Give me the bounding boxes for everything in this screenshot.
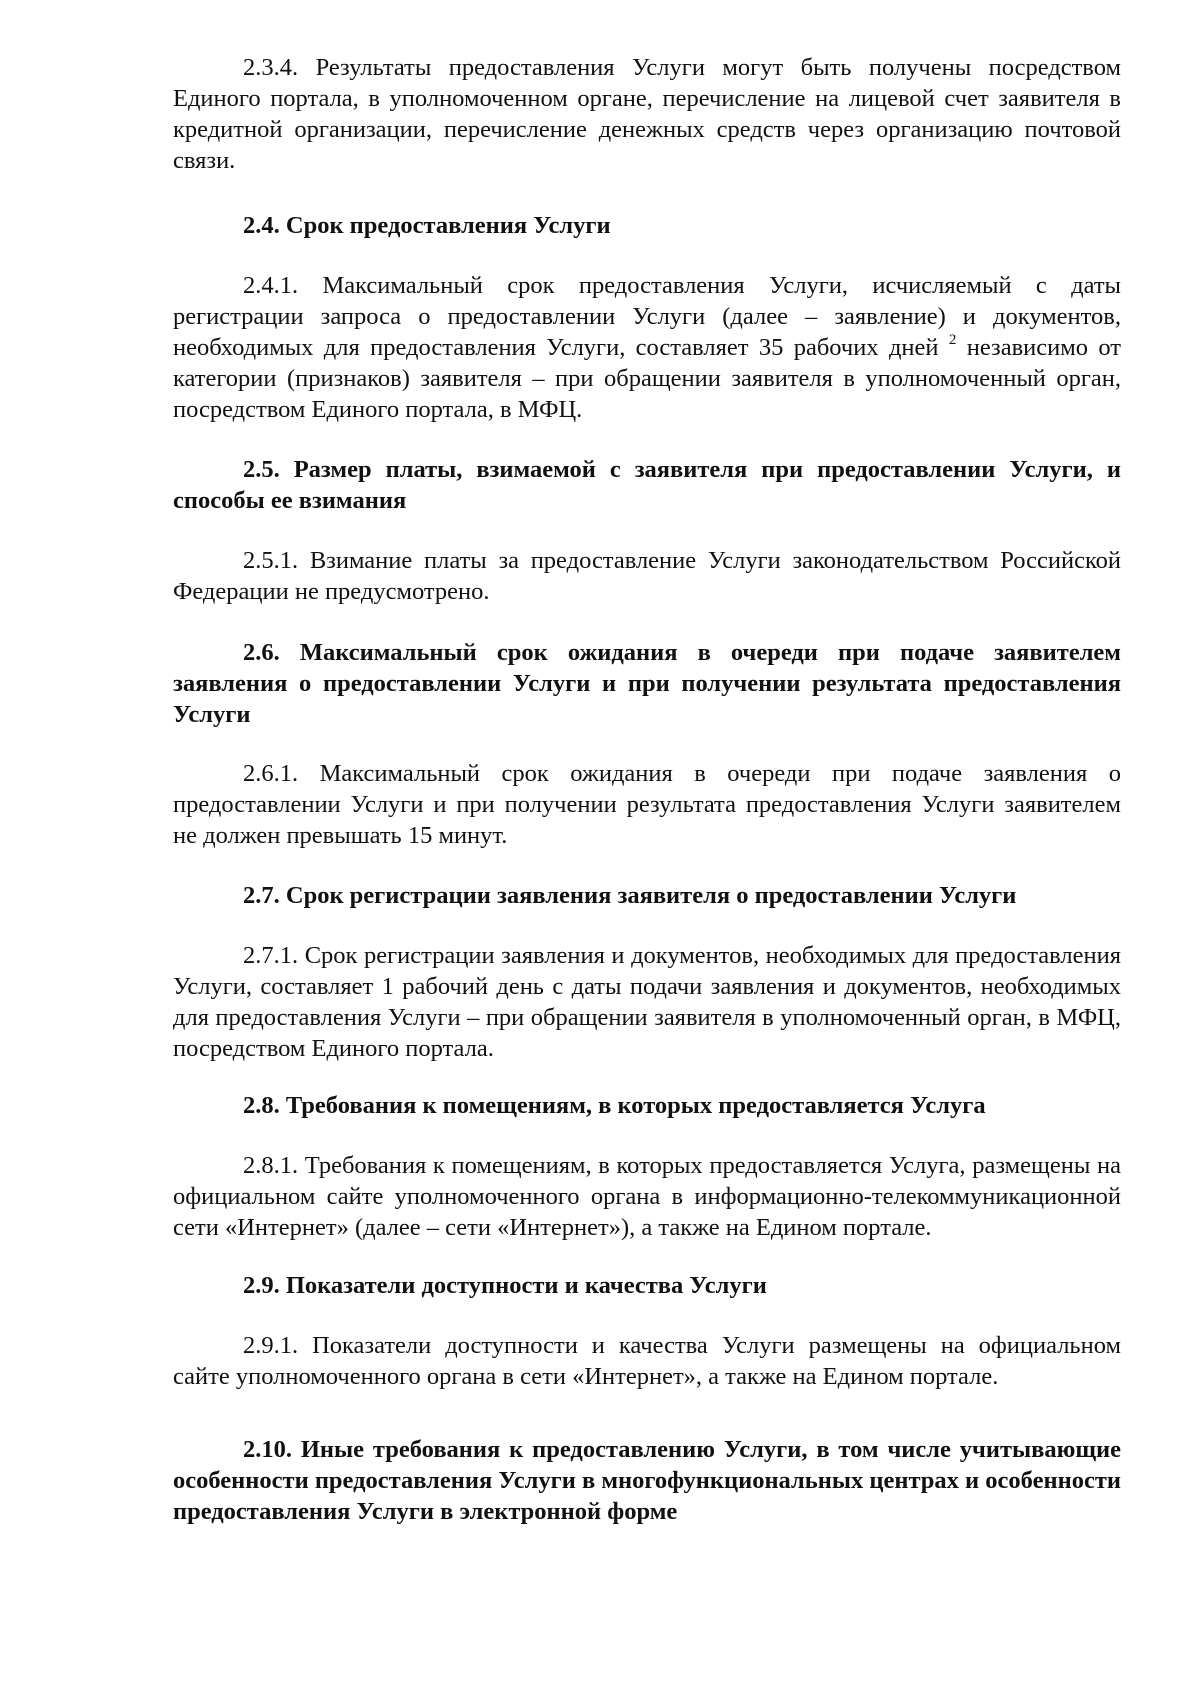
paragraph-2-8-1: 2.8.1. Требования к помещениям, в которых предоставляется Услуга, размещены на официальном сайте уполномоченного органа в информационно-телекоммуникационной сети «Интернет» (далее – сети «Интернет»), а также на Едином портале. [173, 1152, 1121, 1241]
paragraph-2-9-1: 2.9.1. Показатели доступности и качества Услуги размещены на официальном сайте уполномоченного органа в сети «Интернет», а также на Едином портале. [173, 1332, 1121, 1390]
paragraph-2-5-1: 2.5.1. Взимание платы за предоставление Услуги законодательством Российской Федерации не предусмотрено. [173, 547, 1121, 605]
footnote-marker: 2 [948, 331, 957, 348]
heading-2-9: 2.9. Показатели доступности и качества Услуги [243, 1272, 767, 1299]
paragraph-2-4-1-text-b: независимо от категории (признаков) заявителя – при обращении заявителя в уполномоченный орган, посредством Единого портала, в МФЦ. [173, 334, 1121, 423]
heading-2-8: 2.8. Требования к помещениям, в которых предоставляется Услуга [243, 1092, 986, 1119]
paragraph-2-6-1: 2.6.1. Максимальный срок ожидания в очереди при подаче заявления о предоставлении Услуги и при получении результата предоставления Услуги заявителем не должен превышать 15 минут. [173, 760, 1121, 849]
paragraph-2-7-1: 2.7.1. Срок регистрации заявления и документов, необходимых для предоставления Услуги, составляет 1 рабочий день с даты подачи заявления и документов, необходимых для предоставления Услуги – при обращении заявителя в уполномоченный орган, в МФЦ, посредством Единого портала. [173, 942, 1121, 1062]
paragraph-2-4-1 [173, 270, 1121, 425]
paragraph-2-3-4: 2.3.4. Результаты предоставления Услуги могут быть получены посредством Единого портала, в уполномоченном органе, перечисление на лицевой счет заявителя в кредитной организации, перечисление денежных средств через организацию почтовой связи. [173, 54, 1121, 174]
heading-2-6: 2.6. Максимальный срок ожидания в очереди при подаче заявителем заявления о предоставлении Услуги и при получении результата предоставления Услуги [173, 639, 1121, 728]
paragraph-2-4-1-text-a: 2.4.1. Максимальный срок предоставления Услуги, исчисляемый с даты регистрации запроса о предоставлении Услуги (далее – заявление) и документов, необходимых для предоставления Услуги, составляет 35 рабочих дней [173, 272, 1121, 361]
heading-2-7: 2.7. Срок регистрации заявления заявителя о предоставлении Услуги [243, 882, 1017, 909]
heading-2-4: 2.4. Срок предоставления Услуги [243, 212, 611, 239]
heading-2-10: 2.10. Иные требования к предоставлению Услуги, в том числе учитывающие особенности предоставления Услуги в многофункциональных центрах и особенности предоставления Услуги в электронной форме [173, 1436, 1121, 1525]
heading-2-5: 2.5. Размер платы, взимаемой с заявителя при предоставлении Услуги, и способы ее взимания [173, 456, 1121, 514]
